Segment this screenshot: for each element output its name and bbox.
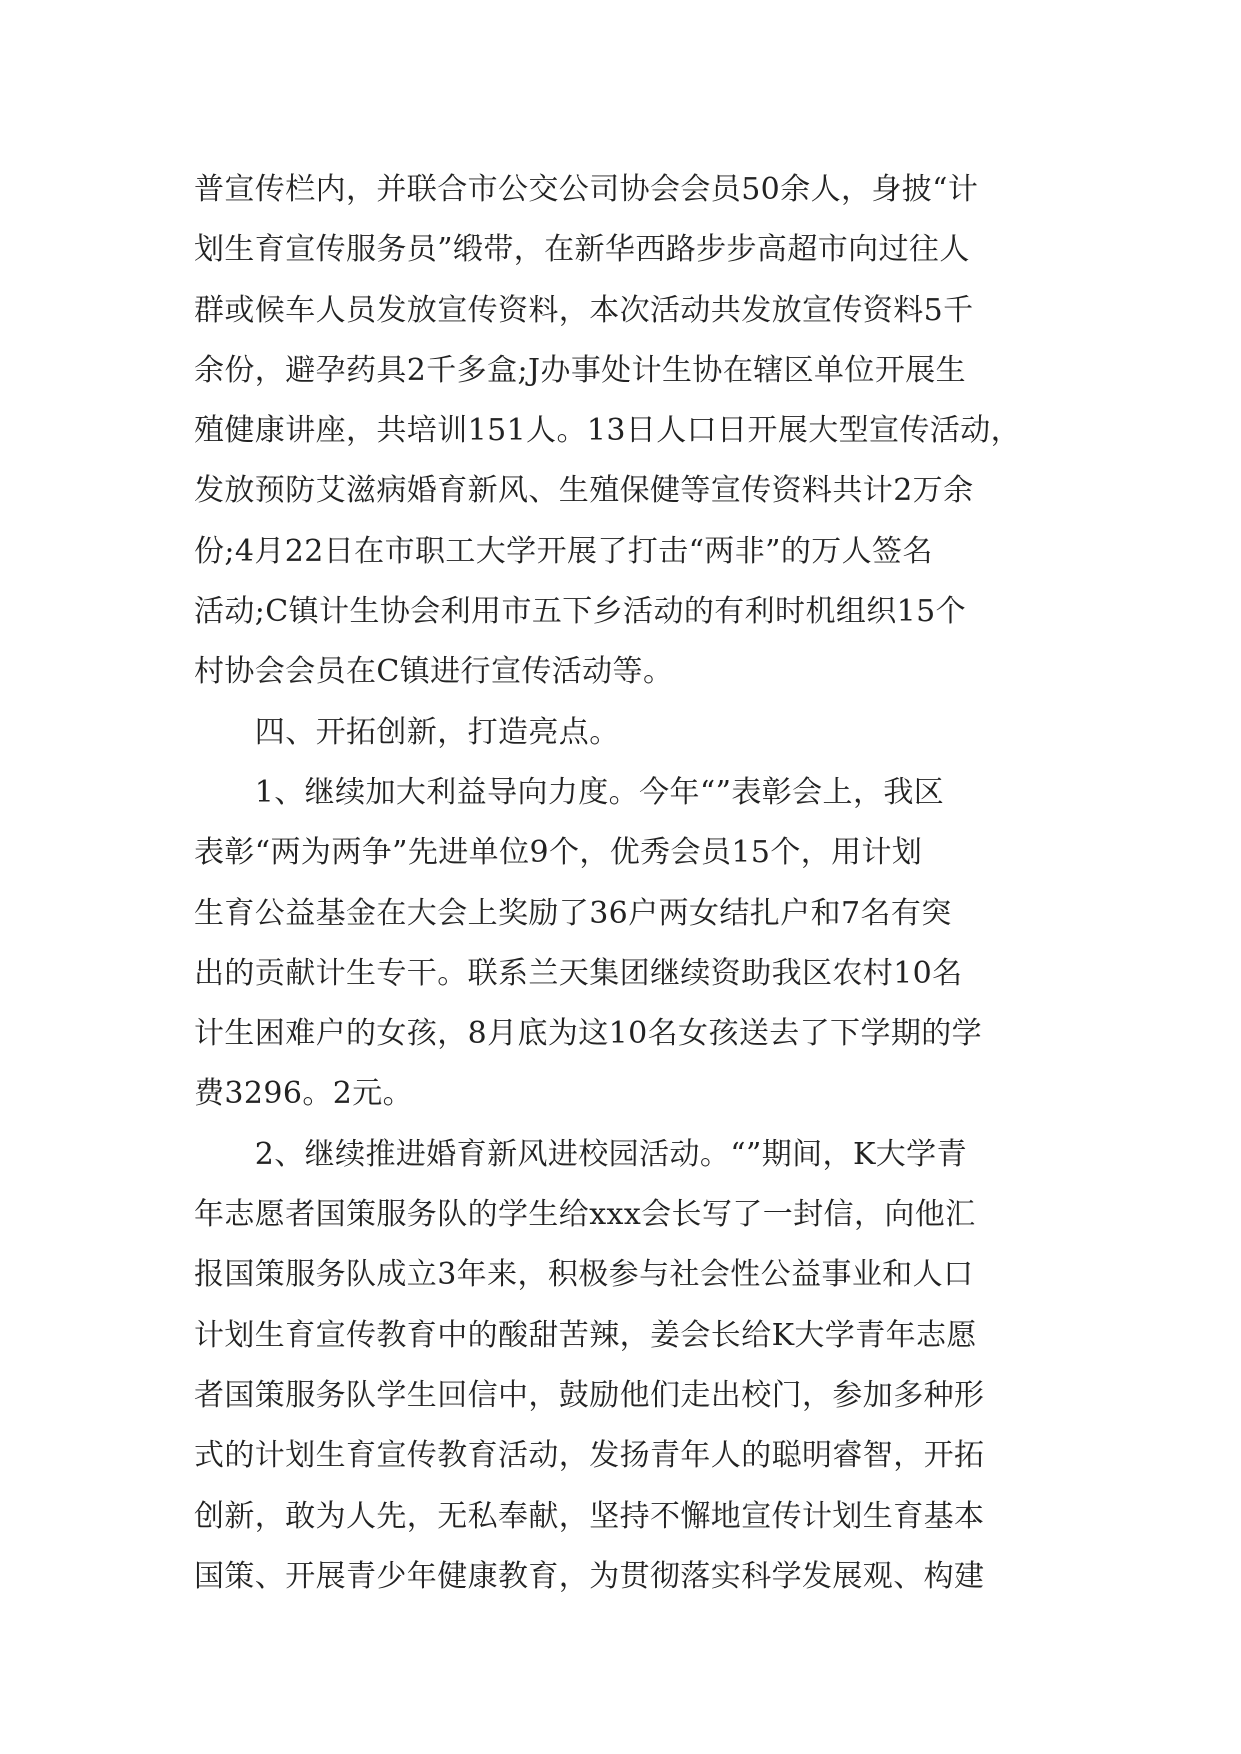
text-line-17: 2、继续推进婚育新风进校园活动。“”期间，K大学青 (194, 1136, 967, 1172)
text-line-8: 活动;C镇计生协会利用市五下乡活动的有利时机组织15个 (194, 594, 967, 630)
text-line-23: 创新，敢为人先，无私奉献，坚持不懈地宣传计划生育基本 (194, 1498, 985, 1534)
text-line-22: 式的计划生育宣传教育活动，发扬青年人的聪明睿智，开拓 (194, 1438, 985, 1474)
text-line-11: 1、继续加大利益导向力度。今年“”表彰会上，我区 (194, 774, 945, 810)
text-line-1: 普宣传栏内，并联合市公交公司协会会员50余人，身披“计 (194, 172, 979, 207)
text-line-18: 年志愿者国策服务队的学生给xxx会长写了一封信，向他汇 (194, 1197, 976, 1233)
text-line-15: 计生困难户的女孩，8月底为这10名女孩送去了下学期的学 (194, 1016, 983, 1052)
text-line-3: 群或候车人员发放宣传资料，本次活动共发放宣传资料5千 (194, 292, 974, 328)
text-line-13: 生育公益基金在大会上奖励了36户两女结扎户和7名有突 (194, 895, 952, 931)
text-line-24: 国策、开展青少年健康教育，为贯彻落实科学发展观、构建 (194, 1558, 985, 1594)
document-body (194, 160, 1054, 1607)
text-line-16: 费3296。2元。 (194, 1076, 414, 1112)
text-line-7: 份;4月22日在市职工大学开展了打击“两非”的万人签名 (194, 533, 933, 569)
text-line-19: 报国策服务队成立3年来，积极参与社会性公益事业和人口 (194, 1257, 974, 1293)
text-line-4: 余份，避孕药具2千多盒;J办事处计生协在辖区单位开展生 (194, 352, 967, 388)
text-line-2: 划生育宣传服务员”缎带，在新华西路步步高超市向过往人 (194, 232, 970, 268)
text-line-21: 者国策服务队学生回信中，鼓励他们走出校门，参加多种形 (194, 1377, 985, 1413)
text-line-9: 村协会会员在C镇进行宣传活动等。 (194, 654, 674, 690)
text-line-20: 计划生育宣传教育中的酸甜苦辣，姜会长给K大学青年志愿 (194, 1317, 977, 1353)
section-heading: 四、开拓创新，打造亮点。 (194, 714, 620, 750)
text-line-14: 出的贡献计生专干。联系兰天集团继续资助我区农村10名 (194, 955, 963, 991)
text-line-6: 发放预防艾滋病婚育新风、生殖保健等宣传资料共计2万余 (194, 473, 974, 509)
text-line-12: 表彰“两为两争”先进单位9个，优秀会员15个，用计划 (194, 835, 923, 871)
text-line-5: 殖健康讲座，共培训151人。13日人口日开展大型宣传活动， (194, 413, 1022, 449)
